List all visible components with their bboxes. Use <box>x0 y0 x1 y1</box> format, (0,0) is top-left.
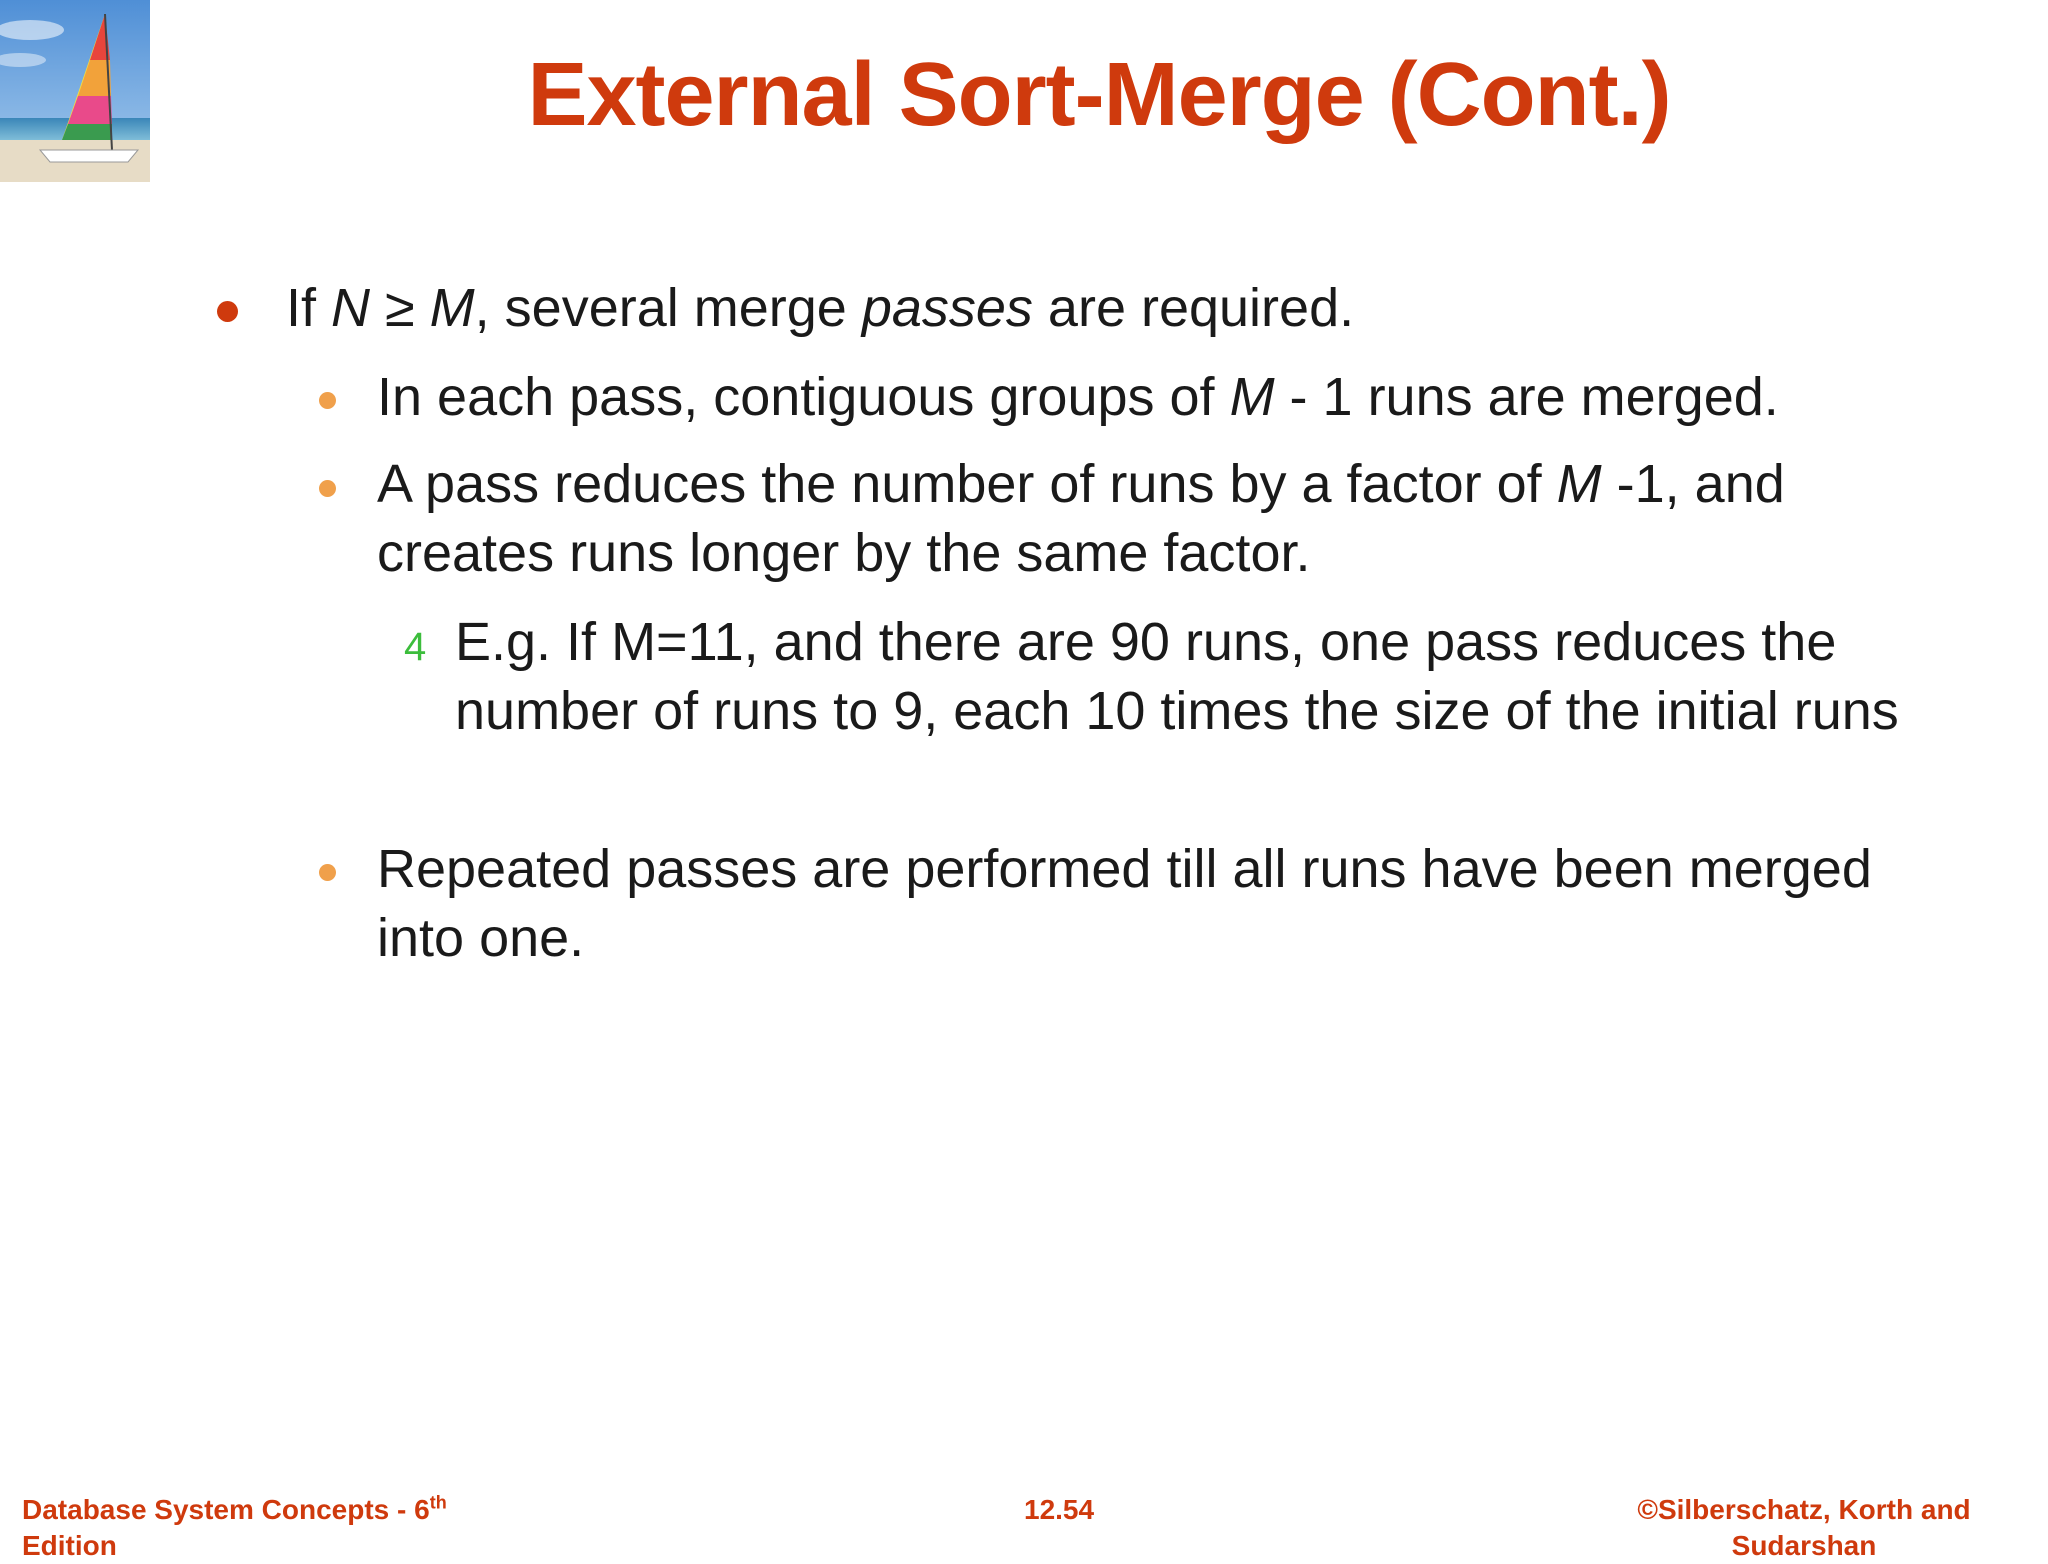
bullet-level1-icon <box>217 301 238 322</box>
bullet-text-level1: If N ≥ M, several merge passes are required. <box>286 278 1355 338</box>
bullet-text-level3: E.g. If M=11, and there are 90 runs, one pass reduces the number of runs to 9, each 10 times the size of the initial runs <box>455 612 1899 741</box>
slide-title: External Sort-Merge (Cont.) <box>527 45 1671 145</box>
footer-book-title: Database System Concepts - 6th Edition <box>22 1492 447 1561</box>
bullet-text-level2: In each pass, contiguous groups of M - 1 runs are merged. <box>377 367 1779 427</box>
bullet-level2-icon <box>319 392 336 409</box>
bullet-text-level2: Repeated passes are performed till all runs have been merged into one. <box>377 839 1872 968</box>
footer-copyright: ©Silberschatz, Korth and Sudarshan <box>1637 1494 1971 1561</box>
footer-page-number: 12.54 <box>1024 1494 1095 1525</box>
sailboat-logo-icon <box>0 0 150 182</box>
bullet-level2-icon <box>319 864 336 881</box>
bullet-level3-marker: 4 <box>404 625 427 669</box>
bullet-text-level2: A pass reduces the number of runs by a factor of M -1, and creates runs longer by the same factor. <box>377 454 1785 583</box>
bullet-level2-icon <box>319 480 336 497</box>
